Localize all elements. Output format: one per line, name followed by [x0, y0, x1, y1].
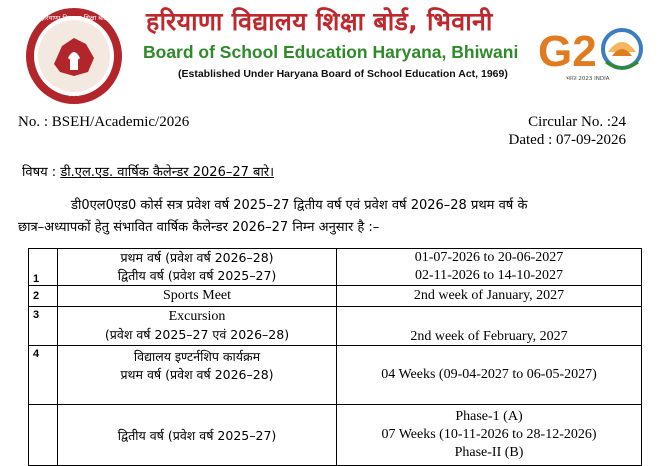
- svg-text:* * *: * * *: [68, 94, 80, 100]
- subject-line: [22, 162, 274, 180]
- board-establishment-note: (Established Under Haryana Board of School Education Act, 1969): [178, 68, 508, 80]
- circular-number: Circular No. :24: [528, 114, 626, 130]
- row-number: [29, 405, 58, 466]
- table-row: [29, 286, 642, 307]
- activity-cell: Excursion (प्रवेश वर्ष 2025–27 एवं 2026–28): [58, 307, 337, 346]
- circular-date: Dated : 07-09-2026: [508, 132, 626, 148]
- table-row: [29, 307, 642, 346]
- date-cell: 04 Weeks (09-04-2027 to 06-05-2027): [337, 346, 642, 405]
- g20-logo: [536, 22, 644, 82]
- intro-line-1: डी0एल0एड0 कोर्स सत्र प्रवेश वर्ष 2025–27 द्वितीय वर्ष एवं प्रवेश वर्ष 2026–28 प्रथम वर्ष के: [71, 198, 528, 213]
- table-row: [29, 249, 642, 286]
- activity-cell: द्वितीय वर्ष (प्रवेश वर्ष 2025–27): [58, 405, 337, 466]
- activity-cell: प्रथम वर्ष (प्रवेश वर्ष 2026–28) द्वितीय वर्ष (प्रवेश वर्ष 2025–27): [58, 249, 337, 286]
- row-number: 1: [29, 249, 58, 286]
- academic-calendar-table: [28, 248, 642, 466]
- date-cell: Phase-1 (A) 07 Weeks (10-11-2026 to 28-12-2026) Phase-II (B): [337, 405, 642, 466]
- subject-text: डी.एल.एड. वार्षिक कैलेन्डर 2026–27 बारे।: [60, 165, 275, 180]
- intro-line-2: छात्र–अध्यापकों हेतु संभावित वार्षिक कैलेन्डर 2026–27 निम्न अनुसार है :–: [18, 220, 380, 235]
- row-number: 2: [29, 286, 58, 307]
- date-cell: 2nd week of February, 2027: [337, 307, 642, 346]
- activity-cell: विद्यालय इण्टर्नशिप कार्यक्रम प्रथम वर्ष (प्रवेश वर्ष 2026–28): [58, 346, 337, 405]
- board-seal-logo: [24, 6, 124, 106]
- row-number: 3: [29, 307, 58, 346]
- svg-text:हरियाणा विद्यालय शिक्षा बोर्ड: हरियाणा विद्यालय शिक्षा बोर्ड: [40, 14, 108, 22]
- reference-number: No. : BSEH/Academic/2026: [18, 114, 190, 130]
- g20-caption: भारत 2023 INDIA: [566, 76, 610, 82]
- intro-paragraph: [18, 195, 648, 239]
- board-title-english: Board of School Education Haryana, Bhiwani: [143, 42, 519, 62]
- subject-label: विषय :: [22, 165, 57, 180]
- board-title-hindi: हरियाणा विद्यालय शिक्षा बोर्ड, भिवानी: [146, 7, 493, 36]
- row-number: 4: [29, 346, 58, 405]
- table-row: [29, 405, 642, 466]
- letterhead: [0, 0, 662, 100]
- activity-cell: Sports Meet: [58, 286, 337, 307]
- svg-text:G2: G2: [538, 27, 597, 76]
- date-cell: 01-07-2026 to 20-06-2027 02-11-2026 to 14-10-2027: [337, 249, 642, 286]
- date-cell: 2nd week of January, 2027: [337, 286, 642, 307]
- table-row: [29, 346, 642, 405]
